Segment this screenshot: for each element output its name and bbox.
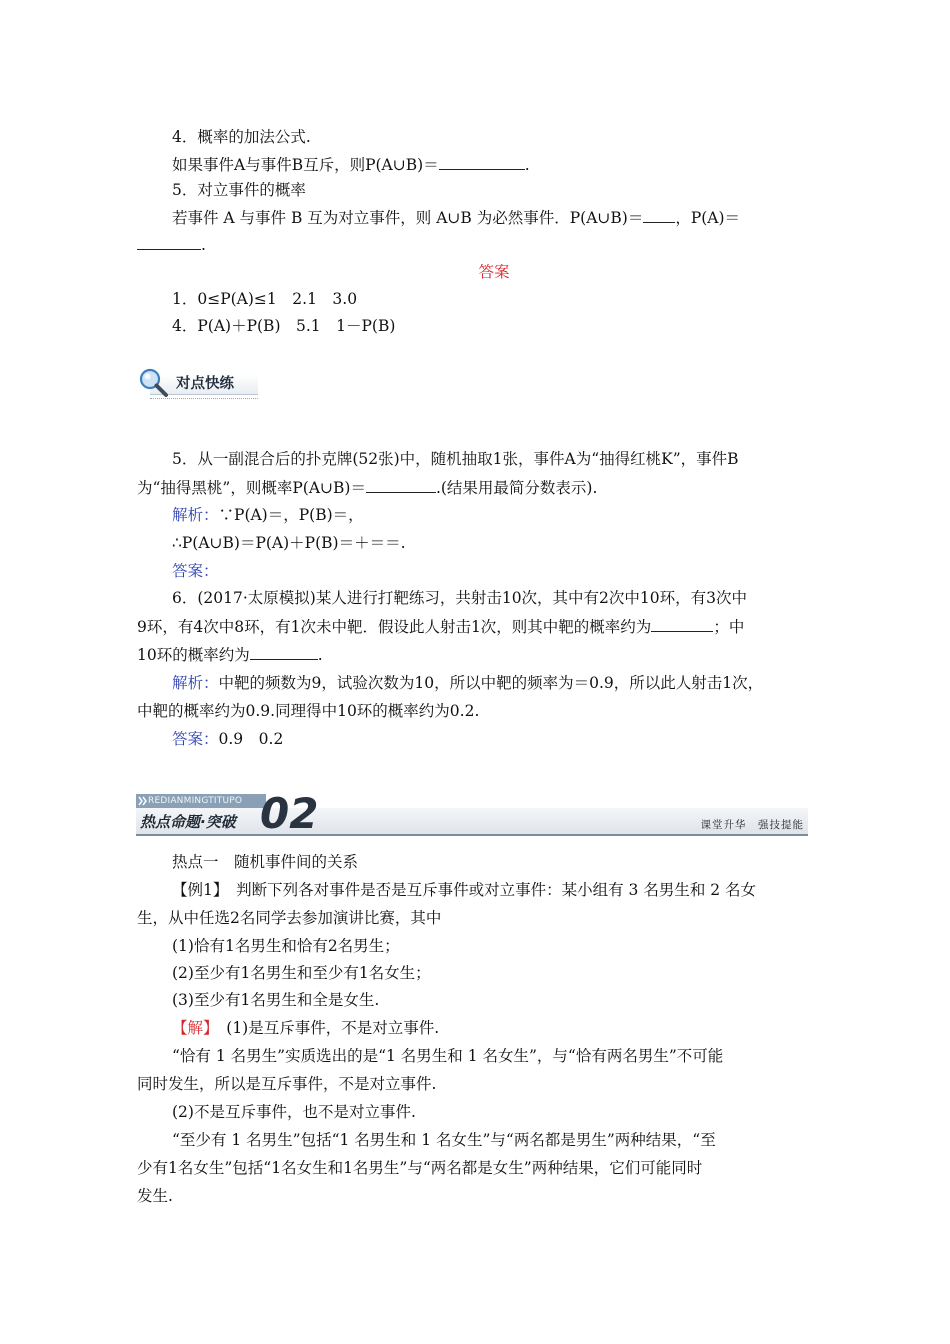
blank-line bbox=[651, 616, 713, 632]
banner-strip-text: REDIANMINGTITUPO bbox=[148, 796, 243, 806]
q6-analysis-line-1 bbox=[172, 673, 763, 693]
solution-line-2: “恰有 1 名男生”实质选出的是“1 名男生和 1 名女生”，与“恰有两名男生”不可能 bbox=[172, 1047, 724, 1065]
solution-line-7: 发生. bbox=[137, 1187, 173, 1205]
example-line-1 bbox=[172, 880, 756, 900]
q6-line-1: 6．(2017·太原模拟)某人进行打靶练习，共射击10次，其中有2次中10环，有3次中 bbox=[172, 589, 748, 607]
banner-right-text: 课堂升华 强技提能 bbox=[700, 819, 804, 831]
addition-formula-text: 如果事件A与事件B互斥，则P(A∪B)＝ bbox=[172, 156, 439, 174]
q6-text: 9环，有4次中8环，有1次未中靶．假设此人射击1次，则其中靶的概率约为 bbox=[137, 618, 652, 636]
formula-item-4: 4．概率的加法公式. bbox=[172, 128, 311, 146]
banner-strip bbox=[136, 794, 266, 808]
period: . bbox=[524, 156, 530, 174]
solution-line-4: (2)不是互斥事件，也不是对立事件. bbox=[172, 1103, 416, 1121]
blank-line bbox=[250, 644, 318, 660]
complement-formula-mid: ，P(A)＝ bbox=[675, 209, 741, 227]
q6-analysis-text: 中靶的频数为9，试验次数为10，所以中靶的频率为＝0.9，所以此人射击1次， bbox=[218, 674, 764, 692]
example-item-3: (3)至少有1名男生和全是女生. bbox=[172, 991, 380, 1009]
q6-text-end: ；中 bbox=[713, 618, 745, 636]
q5-analysis-text: ∵P(A)＝，P(B)＝， bbox=[218, 506, 364, 524]
complement-formula-line bbox=[172, 207, 740, 228]
answer-label: 答案： bbox=[172, 730, 219, 748]
q6-analysis-line-2: 中靶的概率约为0.9.同理得中10环的概率约为0.2. bbox=[137, 702, 480, 720]
q6-line-2 bbox=[137, 616, 744, 637]
q5-answer-label: 答案： bbox=[172, 562, 219, 580]
q5-analysis-line-2: ∴P(A∪B)＝P(A)＋P(B)＝＋＝＝. bbox=[172, 534, 406, 552]
formula-item-5: 5．对立事件的概率 bbox=[172, 181, 306, 199]
q5-line-2 bbox=[137, 477, 597, 498]
solution-line-5: “至少有 1 名男生”包括“1 名男生和 1 名女生”与“两名都是男生”两种结果，“至 bbox=[172, 1131, 716, 1149]
analysis-label: 解析： bbox=[172, 674, 219, 692]
q5-analysis-line-1 bbox=[172, 505, 364, 525]
solution-line-6: 少有1名女生”包括“1名女生和1名男生”与“两名都是女生”两种结果，它们可能同时 bbox=[137, 1159, 703, 1177]
complement-formula-cont bbox=[137, 234, 206, 255]
solution-line-1 bbox=[172, 1018, 439, 1038]
example-label: 【例1】 bbox=[172, 881, 221, 899]
solution-text: (1)是互斥事件，不是对立事件. bbox=[210, 1019, 440, 1037]
q5-text-end: .(结果用最简分数表示). bbox=[435, 479, 598, 497]
blank-line bbox=[137, 234, 201, 250]
answers-line-1: 1．0≤P(A)≤1 2.1 3.0 bbox=[172, 290, 358, 308]
q6-answer-line bbox=[172, 729, 283, 749]
q5-line-1: 5．从一副混合后的扑克牌(52张)中，随机抽取1张，事件A为“抽得红桃K”，事件B bbox=[172, 450, 739, 468]
q6-line-3 bbox=[137, 644, 323, 665]
hot-topic-heading: 热点一 随机事件间的关系 bbox=[172, 853, 359, 871]
analysis-label: 解析： bbox=[172, 506, 219, 524]
answers-line-2: 4．P(A)＋P(B) 5.1 1－P(B) bbox=[172, 317, 396, 335]
practice-badge bbox=[136, 366, 260, 400]
q5-text: 为“抽得黑桃”，则概率P(A∪B)＝ bbox=[137, 479, 366, 497]
banner-number: 02 bbox=[260, 789, 319, 838]
magnifier-icon bbox=[136, 366, 176, 400]
answers-title: 答案 bbox=[478, 263, 510, 281]
badge-underline bbox=[150, 398, 258, 399]
blank-line bbox=[439, 154, 525, 170]
solution-label: 【解】 bbox=[172, 1019, 211, 1037]
q6-text: 10环的概率约为 bbox=[137, 646, 250, 664]
period: . bbox=[317, 646, 323, 664]
blank-line bbox=[643, 207, 675, 223]
example-item-2: (2)至少有1名男生和至少有1名女生； bbox=[172, 964, 431, 982]
q6-answer-value: 0.9 0.2 bbox=[218, 730, 284, 748]
blank-line bbox=[366, 477, 436, 493]
period: . bbox=[201, 236, 206, 254]
example-text: 判断下列各对事件是否是互斥事件或对立事件：某小组有 3 名男生和 2 名女 bbox=[220, 881, 757, 899]
addition-formula-line bbox=[172, 154, 530, 175]
complement-formula-text: 若事件 A 与事件 B 互为对立事件，则 A∪B 为必然事件．P(A∪B)＝ bbox=[172, 209, 644, 227]
badge-label: 对点快练 bbox=[176, 376, 234, 392]
example-item-1: (1)恰有1名男生和恰有2名男生； bbox=[172, 937, 400, 955]
solution-line-3: 同时发生，所以是互斥事件，不是对立事件. bbox=[137, 1075, 437, 1093]
banner-title: 热点命题·突破 bbox=[140, 813, 236, 831]
section-banner bbox=[136, 789, 808, 838]
chevron-right-icon bbox=[138, 796, 148, 806]
example-line-2: 生，从中任选2名同学去参加演讲比赛，其中 bbox=[137, 909, 442, 927]
